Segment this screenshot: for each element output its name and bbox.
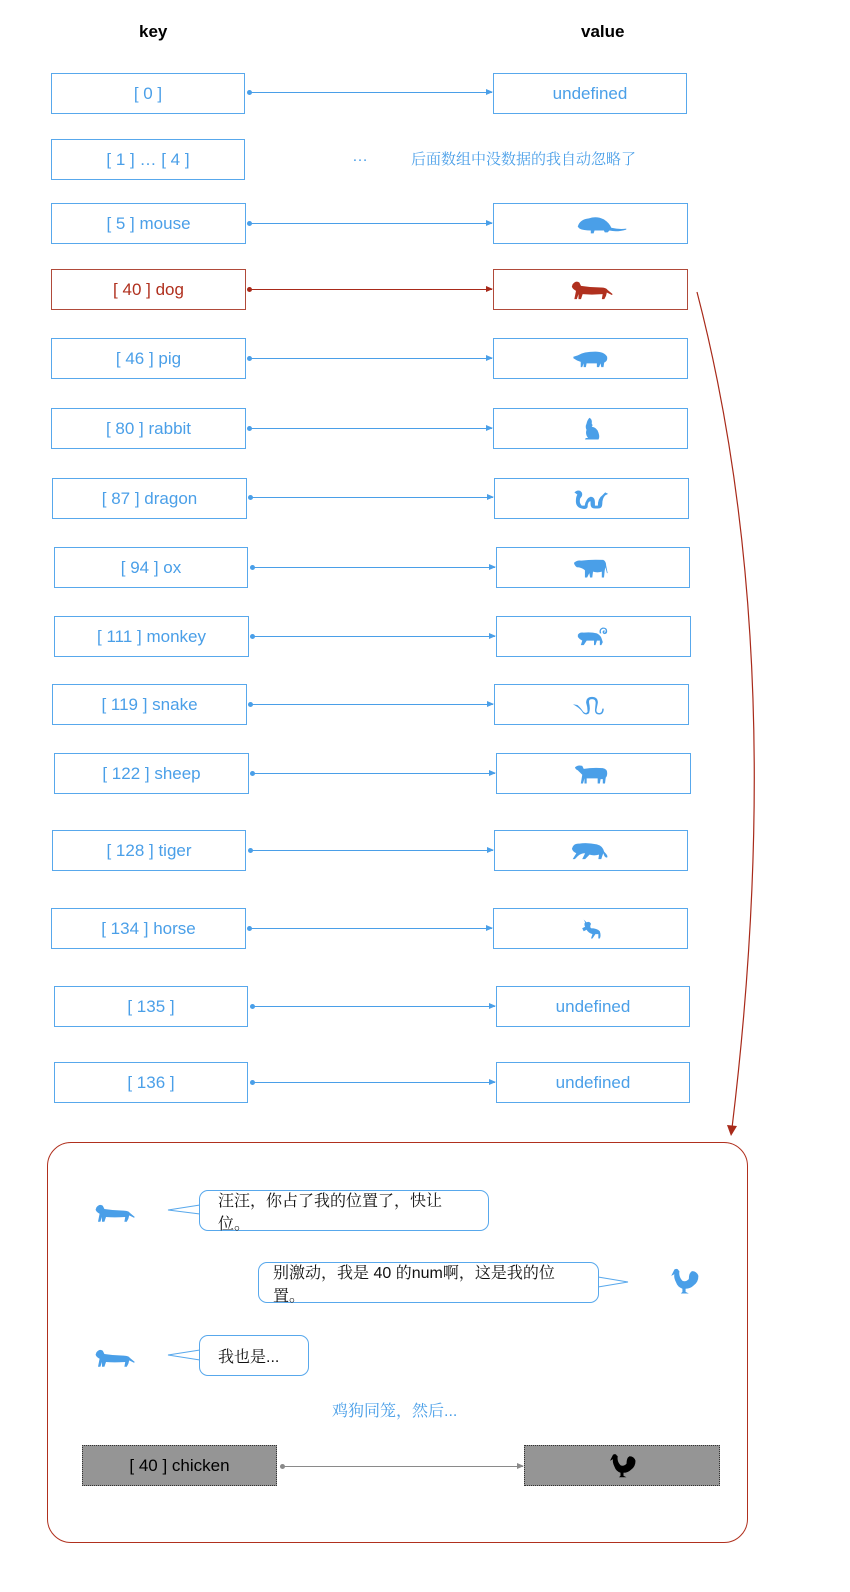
speech-bubble-dog-1 [199,1190,489,1231]
rooster-icon [668,1265,700,1298]
key-label: [ 136 ] [127,1072,175,1092]
key-column-header: key [139,22,168,41]
value-box-87 [494,478,689,519]
key-box-40-chicken [82,1445,277,1486]
key-box-87 [52,478,247,519]
value-box-136 [496,1062,690,1103]
key-label: [ 128 ] tiger [106,840,192,860]
key-box-122 [54,753,249,794]
value-box-40-chicken [524,1445,720,1486]
key-box-134 [51,908,246,949]
skipped-note: 后面数组中没数据的我自动忽略了 [411,151,637,168]
key-box-5 [51,203,246,244]
arrow-connector [249,92,492,93]
collision-caption: 鸡狗同笼，然后... [332,1403,458,1420]
sheep-icon [572,760,616,788]
dog-icon [566,276,616,304]
key-box-128 [52,830,246,871]
bubble-text: 别激动，我是 40 的num啊，这是我的位置。 [273,1264,555,1305]
pig-icon [569,345,613,373]
arrow-connector [249,358,492,359]
arrow-connector [250,704,493,705]
value-box-94 [496,547,690,588]
arrow-connector [249,223,492,224]
rabbit-icon [576,415,606,443]
value-label: undefined [555,1072,631,1092]
arrow-connector [249,428,492,429]
value-box-5 [493,203,688,244]
speech-bubble-rooster [258,1262,599,1303]
arrow-connector [252,773,495,774]
arrow-connector [249,928,492,929]
value-box-46 [493,338,688,379]
dog-icon [90,1344,138,1372]
key-label: [ 0 ] [133,83,163,103]
horse-icon [569,915,613,943]
key-label: [ 46 ] pig [115,348,182,368]
value-box-122 [496,753,691,794]
arrow-connector-gray [282,1466,523,1467]
key-label: [ 122 ] sheep [102,763,201,783]
snake-icon [570,691,614,719]
arrow-connector [252,567,495,568]
ellipsis: … [352,148,368,165]
value-label: undefined [552,83,628,103]
value-column-header: value [581,22,625,41]
key-label: [ 80 ] rabbit [105,418,192,438]
arrow-connector [252,1082,495,1083]
key-box-40 [51,269,246,310]
key-label: [ 94 ] ox [120,557,182,577]
value-box-111 [496,616,691,657]
arrow-connector [252,1006,495,1007]
value-box-135 [496,986,690,1027]
bubble-text: 我也是... [218,1349,280,1366]
mouse-icon [574,210,630,238]
rooster-icon [607,1451,637,1481]
key-label: [ 119 ] snake [101,694,198,714]
speech-bubble-dog-2 [199,1335,309,1376]
key-box-94 [54,547,248,588]
value-box-128 [494,830,688,871]
key-label: [ 5 ] mouse [106,213,191,233]
key-label: [ 40 ] chicken [129,1455,230,1475]
key-box-135 [54,986,248,1027]
key-box-0 [51,73,245,114]
value-box-40 [493,269,688,310]
value-box-119 [494,684,689,725]
key-box-80 [51,408,246,449]
value-box-134 [493,908,688,949]
arrow-connector [252,636,495,637]
key-box-46 [51,338,246,379]
value-box-0 [493,73,687,114]
ox-icon [571,554,615,582]
arrow-connector-highlight [249,289,492,290]
key-label: [ 87 ] dragon [101,488,198,508]
arrow-connector [250,497,493,498]
key-box-111 [54,616,249,657]
dragon-icon [570,485,614,513]
key-label: [ 111 ] monkey [97,626,206,646]
arrow-connector [250,850,493,851]
dog-icon [90,1199,138,1227]
value-box-80 [493,408,688,449]
tiger-icon [569,837,613,865]
bubble-text: 汪汪，你占了我的位置了，快让位。 [218,1192,443,1233]
monkey-icon [572,623,616,651]
key-label: [ 134 ] horse [101,918,196,938]
key-box-136 [54,1062,248,1103]
key-label: [ 135 ] [127,996,175,1016]
value-label: undefined [555,996,631,1016]
key-box-1-4 [51,139,245,180]
key-label: [ 40 ] dog [113,279,184,299]
key-box-119 [52,684,247,725]
key-label: [ 1 ] … [ 4 ] [106,149,190,169]
